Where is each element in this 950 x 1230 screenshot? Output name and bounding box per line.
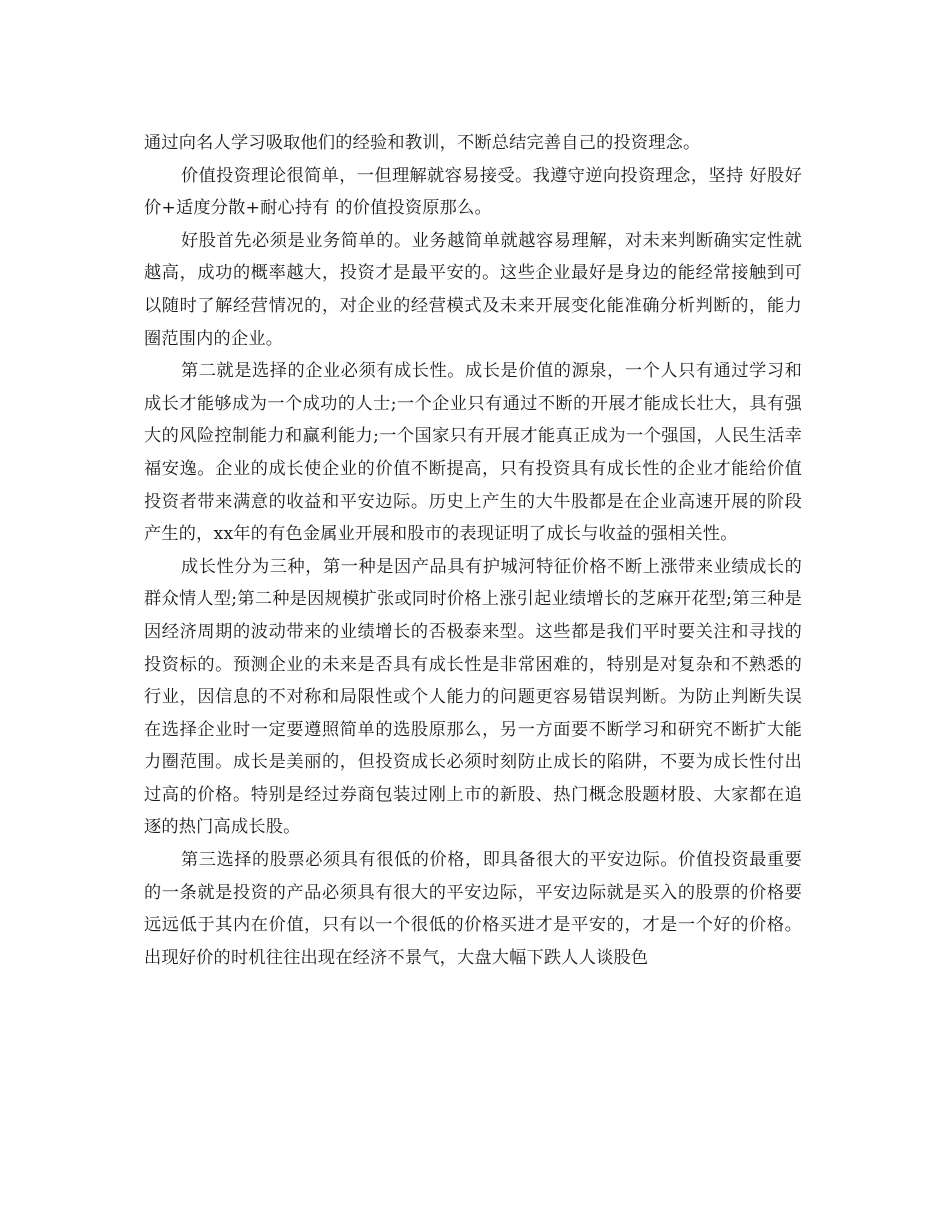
paragraph-4: 第二就是选择的企业必须有成长性。成长是价值的源泉，一个人只有通过学习和成长才能够成为一个成功的人士;一个企业只有通过不断的开展才能成长壮大，具有强大的风险控制能力和赢利能力;一个国家只有开展才能真正成为一个强国，人民生活幸福安逸。企业的成长使企业的价值不断提高，只有投资具有成长性的企业才能给价值投资者带来满意的收益和平安边际。历史上产生的大牛股都是在企业高速开展的阶段产生的，xx年的有色金属业开展和股市的表现证明了成长与收益的强相关性。 — [144, 361, 802, 545]
paragraph-3: 好股首先必须是业务简单的。业务越简单就越容易理解，对未来判断确实定性就越高，成功的概率越大，投资才是最平安的。这些企业最好是身边的能经常接触到可以随时了解经营情况的，对企业的经营模式及未来开展变化能准确分析判断的，能力圈范围内的企业。 — [144, 230, 802, 349]
document-body — [144, 127, 802, 974]
paragraph-5: 成长性分为三种，第一种是因产品具有护城河特征价格不断上涨带来业绩成长的群众情人型;第二种是因规模扩张或同时价格上涨引起业绩增长的芝麻开花型;第三种是因经济周期的波动带来的业绩增长的否极泰来型。这些都是我们平时要关注和寻找的投资标的。预测企业的未来是否具有成长性是非常困难的，特别是对复杂和不熟悉的行业，因信息的不对称和局限性或个人能力的问题更容易错误判断。为防止判断失误在选择企业时一定要遵照简单的选股原那么，另一方面要不断学习和研究不断扩大能力圈范围。成长是美丽的，但投资成长必须时刻防止成长的陷阱，不要为成长性付出过高的价格。特别是经过券商包装过刚上市的新股、热门概念股题材股、大家都在追逐的热门高成长股。 — [144, 556, 802, 838]
paragraph-1: 通过向名人学习吸取他们的经验和教训，不断总结完善自己的投资理念。 — [144, 133, 701, 153]
paragraph-6: 第三选择的股票必须具有很低的价格，即具备很大的平安边际。价值投资最重要的一条就是投资的产品必须具有很大的平安边际，平安边际就是买入的股票的价格要远远低于其内在价值，只有以一个很低的价格买进才是平安的，才是一个好的价格。出现好价的时机往往出现在经济不景气，大盘大幅下跌人人谈股色 — [144, 850, 802, 968]
paragraph-2: 价值投资理论很简单，一但理解就容易接受。我遵守逆向投资理念，坚持 好股好价+适度分散+耐心持有 的价值投资原那么。 — [144, 165, 802, 219]
